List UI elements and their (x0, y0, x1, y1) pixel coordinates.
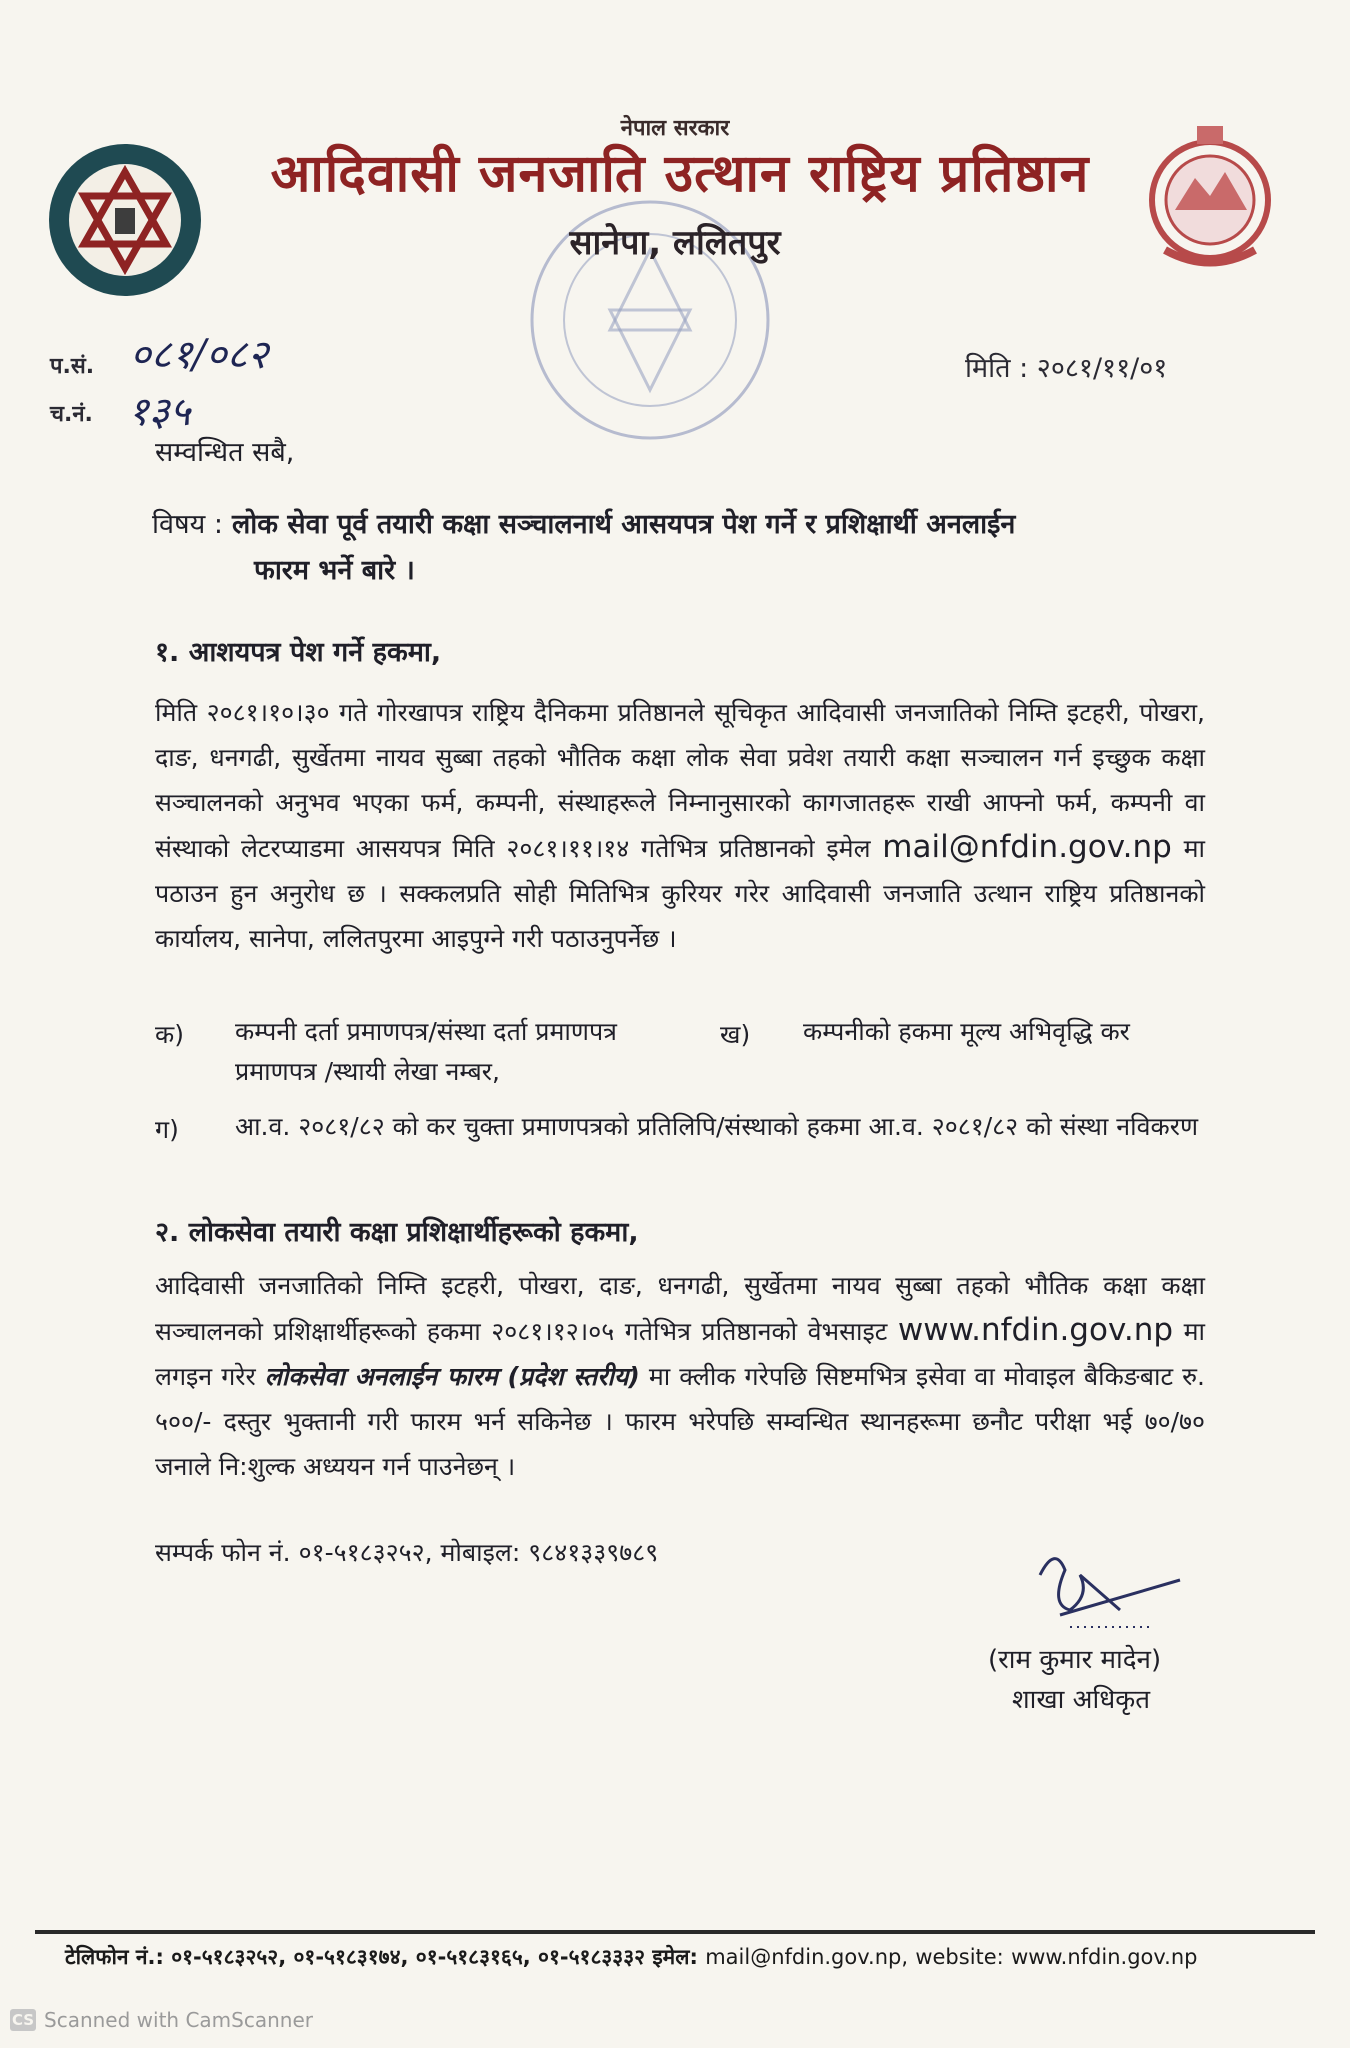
item-ga-text: आ.व. २०८१/८२ को कर चुक्ता प्रमाणपत्रको प्रतिलिपि/संस्थाको हकमा आ.व. २०८१/८२ को संस्था नविकरण (235, 1112, 1199, 1141)
item-ka-label: क) (155, 1020, 184, 1049)
website-link[interactable]: www.nfdin.gov.np (897, 1312, 1174, 1348)
letter-date: मिति : २०८१/११/०१ (965, 353, 1168, 384)
salutation: सम्वन्धित सबै, (155, 437, 295, 468)
organization-title: आदिवासी जनजाति उत्थान राष्ट्रिय प्रतिष्ठान (270, 144, 1090, 204)
item-ga-label: ग) (155, 1115, 179, 1144)
section-1-heading: १. आशयपत्र पेश गर्ने हकमा, (155, 637, 442, 668)
contact-line: सम्पर्क फोन नं. ०१-५१८३२५२, मोबाइल: ९८४१३३९७८९ (155, 1538, 659, 1567)
section-2-heading: २. लोकसेवा तयारी कक्षा प्रशिक्षार्थीहरूको हकमा, (155, 1217, 639, 1248)
section-1-text-after-email: मा पठाउन हुन अनुरोध छ । सक्कलप्रति सोही मितिभित्र कुरियर गरेर आदिवासी जनजाति उत्थान राष्ट्रिय प्रतिष्ठानको कार्यालय, सानेपा, ललितपुरमा आइपुग्ने गरी पठाउनुपर्नेछ । (155, 834, 1205, 953)
footer-divider (35, 1930, 1315, 1934)
footer-email-label: इमेल: (652, 1945, 698, 1969)
section-1-paragraph (155, 690, 1205, 961)
ps-value: ०८१/०८२ (130, 332, 269, 378)
item-kha-text: कम्पनीको हकमा मूल्य अभिवृद्धि कर प्रमाणपत्र /स्थायी लेखा नम्बर, (235, 1017, 1130, 1086)
footer-website-label: website: (915, 1945, 1004, 1969)
signatory-title: शाखा अधिकृत (1012, 1685, 1151, 1715)
footer-phones: ०१-५१८३२५२, ०१-५१८३१७४, ०१-५१८३१६५, ०१-५१८३३३२ (171, 1945, 646, 1969)
section-1-text-before-email: मिति २०८१।१०।३० गते गोरखापत्र राष्ट्रिय दैनिकमा प्रतिष्ठानले सूचिकृत आदिवासी जनजातिको निम्ति इटहरी, पोखरा, दाङ, धनगढी, सुर्खेतमा नायव सुब्बा तहको भौतिक कक्षा लोक सेवा प्रवेश तयारी कक्षा सञ्चालन गर्न इच्छुक कक्षा सञ्चालनको अनुभव भएका फर्म, कम्पनी, संस्थाहरूले निम्नानुसारको कागजातहरू राखी आफ्नो फर्म, कम्पनी वा संस्थाको लेटरप्याडमा आसयपत्र मिति २०८१।११।१४ गतेभित्र प्रतिष्ठानको इमेल (155, 698, 1205, 863)
subject-block (152, 502, 1152, 594)
subject-label: विषय : (152, 509, 223, 540)
footer-phone-label: टेलिफोन नं.: (65, 1945, 164, 1969)
item-kha-label: ख) (720, 1020, 751, 1049)
online-form-name: लोकसेवा अनलाईन फारम (प्रदेश स्तरीय) (264, 1362, 640, 1391)
camscanner-icon: CS (11, 2011, 35, 2029)
organization-address: सानेपा, ललितपुर (569, 223, 781, 263)
footer-contact (65, 1943, 1325, 1971)
subject-line-1: लोक सेवा पूर्व तयारी कक्षा सञ्चालनार्थ आसयपत्र पेश गर्ने र प्रशिक्षार्थी अनलाईन (232, 509, 1016, 540)
section-2-paragraph (155, 1263, 1205, 1489)
email-link[interactable]: mail@nfdin.gov.np (882, 829, 1172, 865)
subject-line-2: फारम भर्ने बारे । (254, 555, 415, 586)
signatory-name: (राम कुमार मादेन) (988, 1645, 1162, 1675)
scanner-watermark (10, 2008, 313, 2032)
footer-website[interactable]: www.nfdin.gov.np (1011, 1945, 1198, 1969)
item-ka-text: कम्पनी दर्ता प्रमाणपत्र/संस्था दर्ता प्रमाणपत्र (235, 1017, 617, 1046)
government-line: नेपाल सरकार (620, 116, 730, 141)
footer-email[interactable]: mail@nfdin.gov.np, (705, 1945, 909, 1969)
scanner-text: Scanned with CamScanner (44, 2008, 313, 2032)
section-2-text-start: आदिवासी जनजातिको निम्ति इटहरी, पोखरा, दाङ, धनगढी, सुर्खेतमा नायव सुब्बा तहको भौतिक कक्षा कक्षा सञ्चालनको प्रशिक्षार्थीहरूको हकमा २०८१।१२।०५ गतेभित्र प्रतिष्ठानको वेभसाइट (155, 1271, 1205, 1346)
cn-label: च.नं. (50, 402, 93, 427)
cn-value: १३५ (128, 389, 191, 435)
signature-icon (1010, 1535, 1190, 1645)
section-2-text-mid: मा लगइन गरेर (155, 1317, 1206, 1391)
section-2-text-end: मा क्लीक गरेपछि सिष्टमभित्र इसेवा वा मोवाइल बैकिङबाट रु. ५००/- दस्तुर भुक्तानी गरी फारम भर्न सकिनेछ । फारम भरेपछि सम्वन्धित स्थानहरूमा छनौट परीक्षा भई ७०/७० जनाले नि:शुल्क अध्ययन गर्न पाउनेछन् । (155, 1362, 1206, 1481)
ps-label: प.सं. (50, 354, 95, 379)
